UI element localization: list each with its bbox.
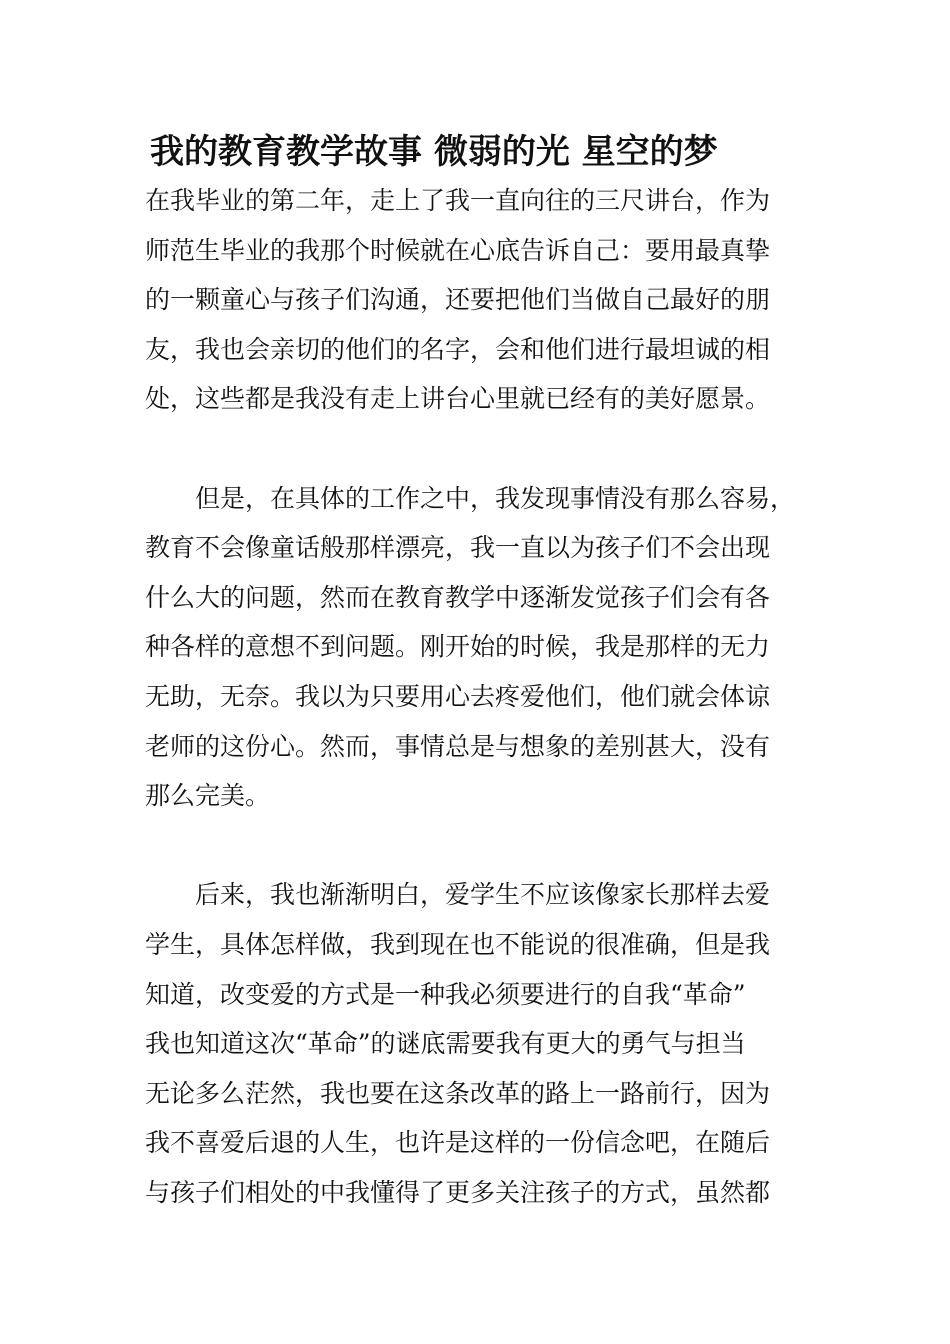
text-line: 在我毕业的第二年，走上了我一直向往的三尺讲台，作为 [145, 186, 771, 215]
text-line: 教育不会像童话般那样漂亮，我一直以为孩子们不会出现 [145, 533, 771, 563]
paragraph-3 [145, 870, 825, 1217]
text-line: 种各样的意想不到问题。刚开始的时候，我是那样的无力 [145, 632, 771, 662]
text-line: 无助，无奈。我以为只要用心去疼爱他们，他们就会体谅 [145, 681, 771, 711]
paragraph-spacer [145, 821, 825, 871]
text-line: 什么大的问题，然而在教育教学中逐渐发觉孩子们会有各 [145, 582, 771, 612]
text-line: 与孩子们相处的中我懂得了更多关注孩子的方式，虽然都 [145, 1177, 771, 1207]
document-title: 我的教育教学故事 微弱的光 星空的梦 [150, 132, 718, 172]
text-line: 无论多么茫然，我也要在这条改革的路上一路前行，因为 [145, 1078, 771, 1108]
text-line: 但是，在具体的工作之中，我发现事情没有那么容易， [145, 483, 796, 513]
text-line: 后来，我也渐渐明白，爱学生不应该像家长那样去爱 [145, 880, 771, 910]
text-line: 我也知道这次“革命”的谜底需要我有更大的勇气与担当 [145, 1029, 746, 1059]
text-line: 我不喜爱后退的人生，也许是这样的一份信念吧，在随后 [145, 1128, 771, 1158]
text-line: 知道，改变爱的方式是一种我必须要进行的自我“革命” [145, 979, 746, 1009]
text-line: 处，这些都是我没有走上讲台心里就已经有的美好愿景。 [145, 384, 771, 414]
paragraph-2 [145, 474, 825, 821]
text-line: 的一颗童心与孩子们沟通，还要把他们当做自己最好的朋 [145, 285, 771, 315]
text-line: 友，我也会亲切的他们的名字，会和他们进行最坦诚的相 [145, 334, 771, 364]
paragraph-1 [145, 176, 825, 424]
text-line: 老师的这份心。然而，事情总是与想象的差别甚大，没有 [145, 731, 771, 761]
text-line: 那么完美。 [145, 781, 271, 811]
text-line: 师范生毕业的我那个时候就在心底告诉自己：要用最真挚 [145, 235, 771, 265]
document-body [145, 176, 825, 1217]
text-line: 学生，具体怎样做，我到现在也不能说的很准确，但是我 [145, 929, 771, 959]
paragraph-spacer [145, 424, 825, 474]
